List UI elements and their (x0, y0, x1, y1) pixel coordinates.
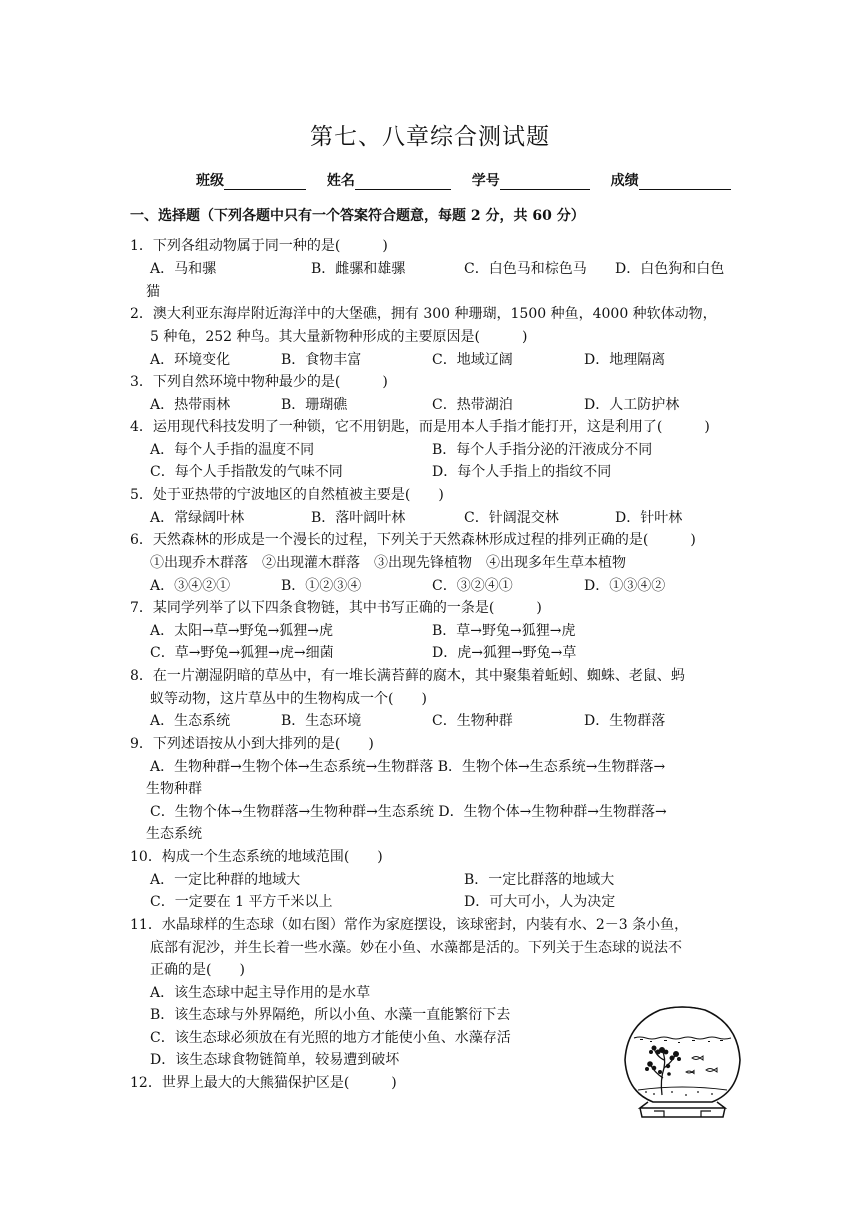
question-stem: 1．下列各组动物属于同一种的是( ) (130, 238, 388, 254)
option-c: C．一定要在 1 平方千米以上 (150, 894, 333, 910)
question-stem-line: 底部有泥沙，并生长着一些水藻。妙在小鱼、水藻都是活的。下列关于生态球的说法不 (150, 940, 682, 956)
option-d: D．针叶林 (615, 510, 683, 526)
option-b: B．一定比群落的地域大 (464, 872, 615, 888)
question-stem-line: 正确的是( ) (150, 962, 245, 978)
option-a: A．环境变化 (150, 352, 231, 368)
question-stem: 8．在一片潮湿阴暗的草丛中，有一堆长满苔藓的腐木，其中聚集着蚯蚓、蜘蛛、老鼠、蚂 (130, 668, 685, 684)
option-d: D．生物群落 (584, 713, 666, 729)
option-a: A．常绿阔叶林 (150, 510, 245, 526)
option-d: D．①③④② (584, 578, 666, 594)
option-c: C．每个人手指散发的气味不同 (150, 464, 343, 480)
option-a: A．一定比种群的地域大 (150, 872, 301, 888)
class-blank[interactable] (224, 174, 306, 190)
question-stem: 9．下列述语按从小到大排列的是( ) (130, 736, 374, 752)
option-b: B．①②③④ (281, 578, 362, 594)
option-continuation: 生物种群 (146, 781, 202, 797)
option-b: B．食物丰富 (281, 352, 362, 368)
option-c: C．热带湖泊 (432, 397, 513, 413)
option-a: A．该生态球中起主导作用的是水草 (150, 985, 371, 1001)
question-stem: 10．构成一个生态系统的地域范围( ) (130, 849, 383, 865)
option-d: D．地理隔离 (584, 352, 666, 368)
option-d: D．该生态球食物链简单，较易遭到破坏 (150, 1052, 400, 1068)
option-cd-line: C．生物个体→生物群落→生物种群→生态系统 D．生物个体→生物种群→生物群落→ (150, 804, 667, 820)
option-d: D．人工防护林 (584, 397, 680, 413)
option-continuation: 生态系统 (146, 826, 202, 842)
option-c: C．地域辽阔 (432, 352, 513, 368)
option-b: B．生态环境 (281, 713, 362, 729)
option-a: A．生态系统 (150, 713, 231, 729)
option-a: A．太阳→草→野兔→狐狸→虎 (150, 623, 334, 639)
option-b: B．落叶阔叶林 (311, 510, 406, 526)
class-label: 班级 (196, 173, 224, 189)
name-blank[interactable] (355, 174, 451, 190)
option-b: B．草→野兔→狐狸→虎 (432, 623, 576, 639)
ecosphere-illustration (620, 1000, 745, 1120)
option-ab-line: A．生物种群→生物个体→生态系统→生物群落 B．生物个体→生态系统→生物群落→ (150, 759, 666, 775)
option-a: A．每个人手指的温度不同 (150, 442, 315, 458)
option-d: D．虎→狐狸→野兔→草 (432, 645, 577, 661)
option-a: A．马和骡 (150, 261, 217, 277)
question-stem: 5．处于亚热带的宁波地区的自然植被主要是( ) (130, 487, 444, 503)
id-blank[interactable] (500, 174, 590, 190)
question-stem-line: 5 种龟，252 种鸟。其大量新物种形成的主要原因是( ) (150, 329, 528, 345)
question-stem: 3．下列自然环境中物种最少的是( ) (130, 374, 388, 390)
option-b: B．每个人手指分泌的汗液成分不同 (432, 442, 653, 458)
option-b: B．珊瑚礁 (281, 397, 348, 413)
question-stem: 11．水晶球样的生态球（如右图）常作为家庭摆设，该球密封，内装有水、2－3 条小鱼， (130, 917, 689, 933)
option-d: D．可大可小，人为决定 (464, 894, 616, 910)
score-blank[interactable] (639, 174, 731, 190)
option-d-continuation: 猫 (146, 284, 160, 300)
option-c: C．生物种群 (432, 713, 513, 729)
option-c: C．针阔混交林 (464, 510, 559, 526)
option-c: C．草→野兔→狐狸→虎→细菌 (150, 645, 334, 661)
question-stem: 6．天然森林的形成是一个漫长的过程，下列关于天然森林形成过程的排列正确的是( ) (130, 532, 696, 548)
option-d: D．白色狗和白色 (615, 261, 725, 277)
option-c: C．该生态球必须放在有光照的地方才能使小鱼、水藻存活 (150, 1030, 511, 1046)
student-info-line (196, 170, 731, 190)
question-stem-line: 蚁等动物，这片草丛中的生物构成一个( ) (150, 691, 427, 707)
option-b: B．雌骡和雄骡 (311, 261, 406, 277)
section-heading: 一、选择题（下列各题中只有一个答案符合题意，每题 2 分，共 60 分） (130, 208, 585, 224)
page-title: 第七、八章综合测试题 (310, 124, 550, 150)
option-d: D．每个人手指上的指纹不同 (432, 464, 612, 480)
question-stem: 2．澳大利亚东海岸附近海洋中的大堡礁，拥有 300 种珊瑚，1500 种鱼，4000 种软体动物， (130, 306, 717, 322)
option-a: A．③④②① (150, 578, 231, 594)
question-stem: 12．世界上最大的大熊猫保护区是( ) (130, 1075, 397, 1091)
option-c: C．③②④① (432, 578, 513, 594)
score-label: 成绩 (610, 173, 639, 189)
question-stem-line: ①出现乔木群落 ②出现灌木群落 ③出现先锋植物 ④出现多年生草本植物 (150, 555, 626, 571)
question-stem: 7．某同学列举了以下四条食物链，其中书写正确的一条是( ) (130, 600, 542, 616)
id-label: 学号 (471, 173, 500, 189)
name-label: 姓名 (326, 173, 355, 189)
option-b: B．该生态球与外界隔绝，所以小鱼、水藻一直能繁衍下去 (150, 1007, 511, 1023)
option-c: C．白色马和棕色马 (464, 261, 587, 277)
question-stem: 4．运用现代科技发明了一种锁，它不用钥匙，而是用本人手指才能打开，这是利用了( ) (130, 419, 710, 435)
option-a: A．热带雨林 (150, 397, 231, 413)
